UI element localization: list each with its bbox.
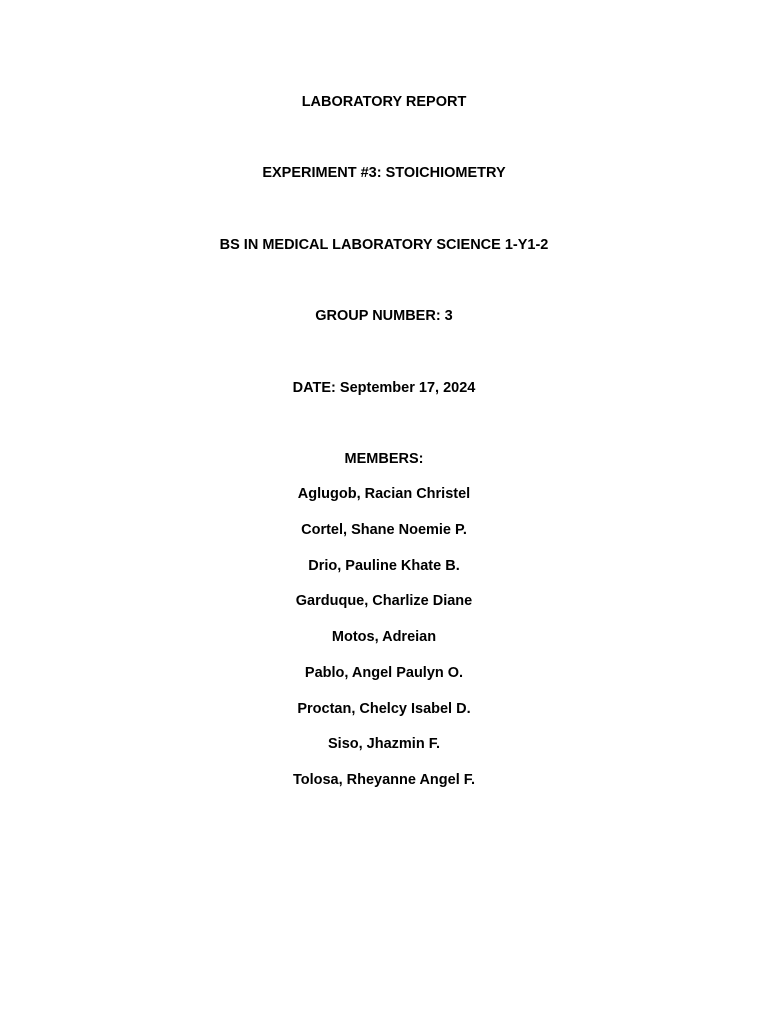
report-title: LABORATORY REPORT [301,94,467,110]
member-list [0,485,768,807]
program-name: BS IN MEDICAL LABORATORY SCIENCE 1-Y1-2 [219,237,549,253]
member-name: Garduque, Charlize Diane [295,593,473,610]
member-name: Motos, Adreian [331,629,437,645]
member-name: Drio, Pauline Khate B. [308,557,460,574]
member-name: Aglugob, Racian Christel [297,486,471,502]
member-name: Siso, Jhazmin F. [328,736,440,753]
members-heading: MEMBERS: [344,451,424,467]
member-name: Tolosa, Rheyanne Angel F. [292,772,476,788]
member-name: Cortel, Shane Noemie P. [301,521,467,538]
member-name: Pablo, Angel Paulyn O. [304,664,464,681]
group-number: GROUP NUMBER: 3 [315,308,453,324]
experiment-title: EXPERIMENT #3: STOICHIOMETRY [262,165,506,181]
report-date: DATE: September 17, 2024 [292,380,476,396]
member-name: Proctan, Chelcy Isabel D. [297,700,471,717]
